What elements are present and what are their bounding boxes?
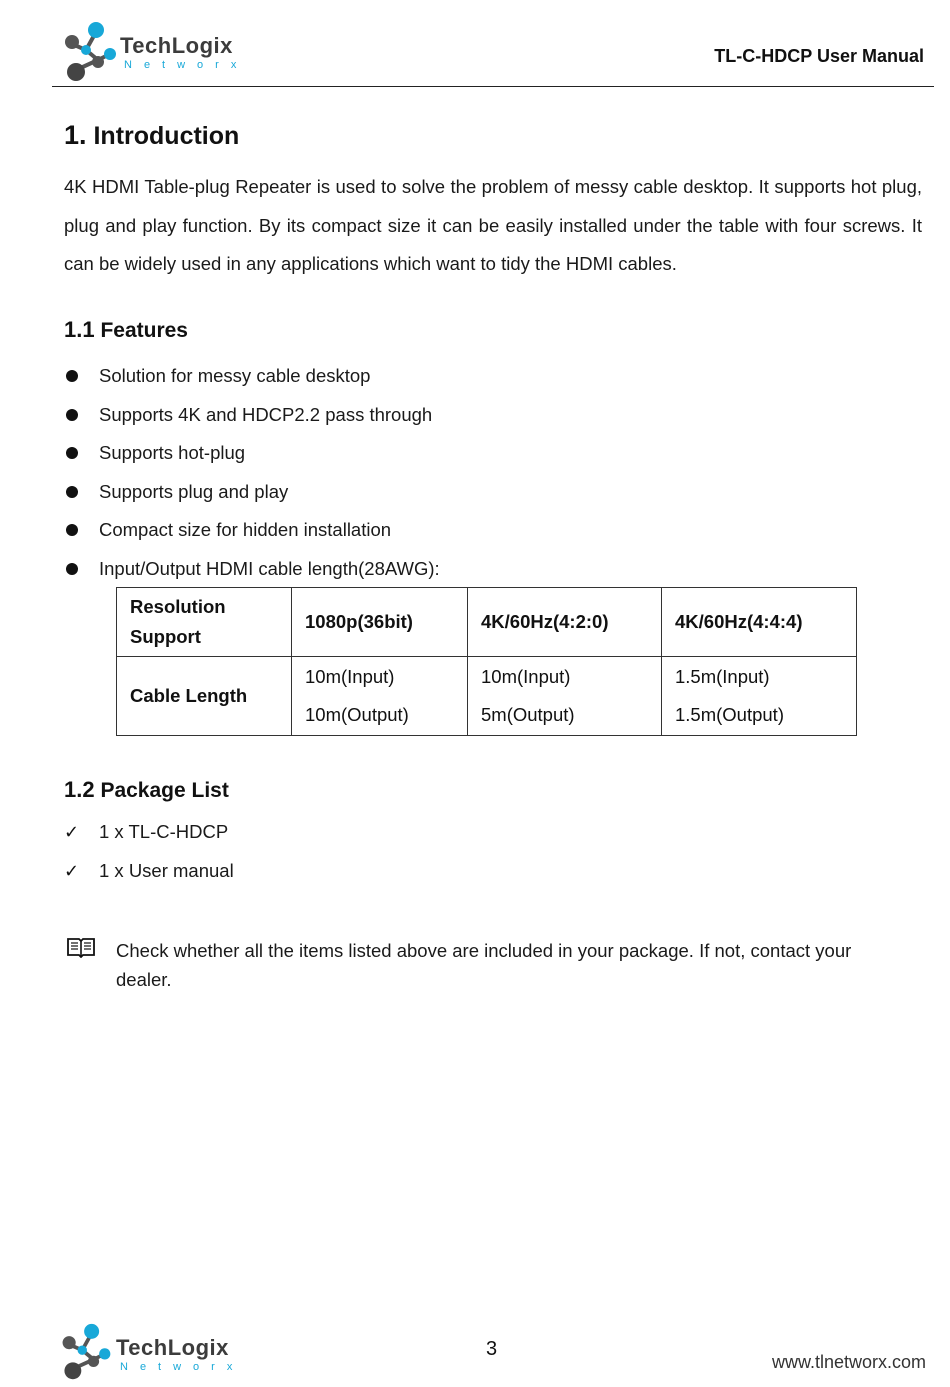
logo-subtitle: Networx [120, 1361, 245, 1373]
table-row [117, 657, 857, 736]
logo-molecule-icon [62, 20, 118, 84]
document-title: TL-C-HDCP User Manual [714, 46, 924, 66]
list-item-text: Supports plug and play [99, 480, 289, 502]
cell-input-value: 1.5m(Input) [675, 665, 770, 687]
bullet-icon [66, 370, 78, 382]
checkmark-icon: ✓ [64, 822, 80, 842]
footer-logo [58, 1322, 245, 1387]
logo-subtitle: Networx [124, 59, 249, 71]
cable-length-table [116, 587, 857, 736]
section-heading-package-list [64, 777, 229, 803]
section-title: Package List [100, 779, 229, 802]
section-number: 1. [64, 120, 87, 150]
header-label-line: Resolution [130, 596, 226, 617]
list-item-text: 1 x TL-C-HDCP [99, 821, 229, 842]
table-header-row [117, 588, 857, 657]
list-item-text: Compact size for hidden installation [99, 519, 392, 540]
table-header-cell: 4K/60Hz(4:4:4) [662, 588, 857, 657]
bullet-icon [66, 563, 78, 575]
section-heading-features [64, 317, 188, 343]
section-number: 1.2 [64, 777, 95, 802]
list-item [64, 357, 440, 396]
section-title: Features [100, 319, 188, 342]
table-cell [468, 657, 662, 736]
list-item [64, 396, 440, 435]
list-item [64, 434, 440, 473]
list-item [64, 473, 440, 512]
cell-output-value: 10m(Output) [305, 704, 409, 725]
logo-molecule-icon [58, 1322, 114, 1382]
page-number: 3 [486, 1338, 498, 1360]
section-heading-introduction [64, 120, 239, 151]
list-item-text: 1 x User manual [99, 859, 234, 881]
table-cell [662, 657, 857, 736]
list-item-text: Solution for messy cable desktop [99, 365, 371, 386]
table-header-cell [117, 588, 292, 657]
table-row-label: Cable Length [117, 657, 292, 736]
list-item [64, 511, 440, 550]
cell-input-value: 10m(Input) [305, 665, 395, 687]
list-item [64, 852, 234, 891]
logo-wordmark: TechLogix [116, 1335, 229, 1360]
table-header-cell: 1080p(36bit) [292, 588, 468, 657]
brand-logo [62, 20, 249, 89]
list-item [64, 813, 234, 852]
list-item-text: Supports 4K and HDCP2.2 pass through [99, 403, 433, 425]
header-label-line: Support [130, 626, 201, 647]
book-icon [66, 936, 96, 958]
section-title: Introduction [93, 122, 240, 150]
intro-paragraph: 4K HDMI Table-plug Repeater is used to solve the problem of messy cable desktop. It supports hot plug, plug and play function. By its compact size it can be easily installed under the table with four screws. It can be widely used in any applications which want to tidy the HDMI cables. [64, 176, 922, 274]
section-number: 1.1 [64, 317, 95, 342]
logo-wordmark: TechLogix [120, 33, 233, 58]
list-item-text: Supports hot-plug [99, 442, 246, 463]
checkmark-icon: ✓ [64, 860, 80, 881]
note-text: Check whether all the items listed above are included in your package. If not, contact your dealer. [116, 940, 852, 990]
header-divider [52, 86, 934, 87]
cell-output-value: 1.5m(Output) [675, 704, 784, 725]
bullet-icon [66, 409, 78, 421]
website-url: www.tlnetworx.com [771, 1352, 926, 1372]
features-list [64, 357, 440, 588]
bullet-icon [66, 524, 78, 536]
package-list [64, 813, 234, 890]
list-item-text: Input/Output HDMI cable length(28AWG): [99, 557, 440, 579]
bullet-icon [66, 486, 78, 498]
table-header-cell: 4K/60Hz(4:2:0) [468, 588, 662, 657]
bullet-icon [66, 447, 78, 459]
cell-input-value: 10m(Input) [481, 665, 571, 687]
cell-output-value: 5m(Output) [481, 704, 575, 725]
table-cell [292, 657, 468, 736]
list-item [64, 550, 440, 589]
